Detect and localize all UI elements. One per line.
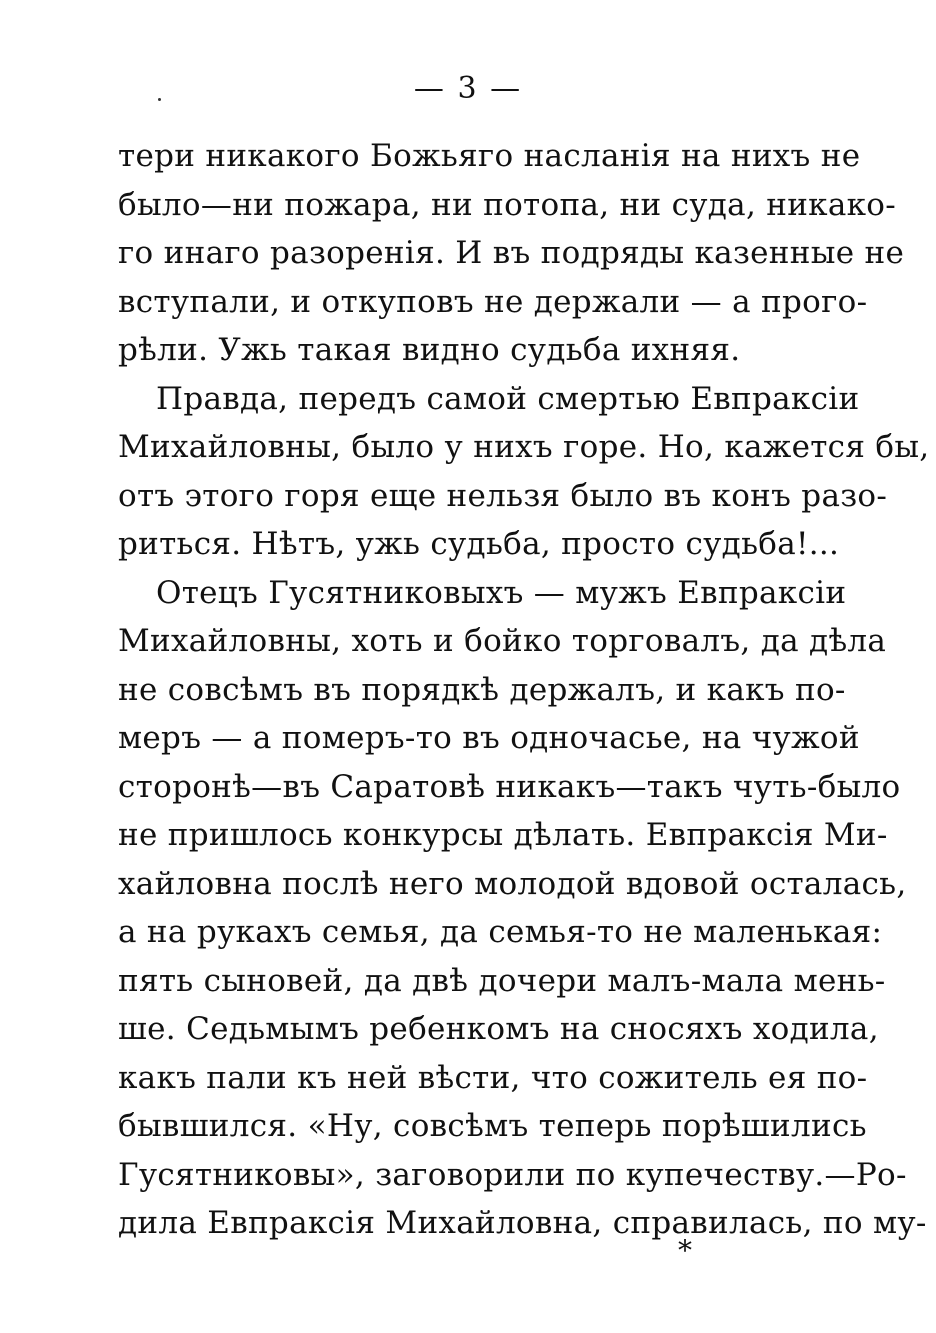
text-line: риться. Нѣтъ, ужь судьба, просто судьба!... xyxy=(118,526,840,562)
text-line: вступали, и откуповъ не держали — а прого- xyxy=(118,283,868,320)
text-line: бывшился. «Ну, совсѣмъ теперь порѣшились xyxy=(118,1108,867,1144)
text-line: сторонѣ—въ Саратовѣ никакъ—такъ чуть-было xyxy=(118,768,901,805)
text-line: отъ этого горя еще нельзя было въ конъ разо- xyxy=(118,477,888,514)
text-line: меръ — а померъ-то въ одночасье, на чужой xyxy=(118,720,860,756)
text-line: а на рукахъ семья, да семья-то не маленькая: xyxy=(118,914,883,950)
page-number: — 3 — xyxy=(413,71,523,106)
text-line: хайловна послѣ него молодой вдовой осталась, xyxy=(118,865,907,902)
text-line: тери никакого Божьяго насланія на нихъ не xyxy=(118,138,861,174)
text-line: Отецъ Гусятниковыхъ — мужъ Евпраксіи xyxy=(156,574,847,611)
text-line: пять сыновей, да двѣ дочери малъ-мала мень- xyxy=(118,962,886,999)
text-line: дила Евпраксія Михайловна, справилась, по му- xyxy=(118,1205,927,1241)
text-line: ше. Седьмымъ ребенкомъ на сносяхъ ходила, xyxy=(118,1011,879,1047)
text-line: Михайловны, было у нихъ горе. Но, кажется бы, xyxy=(118,429,930,465)
text-line: рѣли. Ужь такая видно судьба ихняя. xyxy=(118,332,741,368)
body-text xyxy=(118,132,930,1248)
text-line: го инаго разоренія. И въ подряды казенные не xyxy=(118,235,905,271)
text-line: не пришлось конкурсы дѣлать. Евпраксія Ми- xyxy=(118,817,888,853)
text-line: было—ни пожара, ни потопа, ни суда, никако- xyxy=(118,186,897,223)
signature-mark: * xyxy=(678,1234,692,1267)
text-line: Михайловны, хоть и бойко торговалъ, да дѣла xyxy=(118,623,887,659)
text-line: Гусятниковы», заговорили по купечеству.—Ро- xyxy=(118,1156,907,1193)
text-line: какъ пали къ ней вѣсти, что сожитель ея по- xyxy=(118,1059,868,1096)
text-line: не совсѣмъ въ порядкѣ держалъ, и какъ по- xyxy=(118,671,846,708)
text-line: Правда, передъ самой смертью Евпраксіи xyxy=(156,380,860,417)
